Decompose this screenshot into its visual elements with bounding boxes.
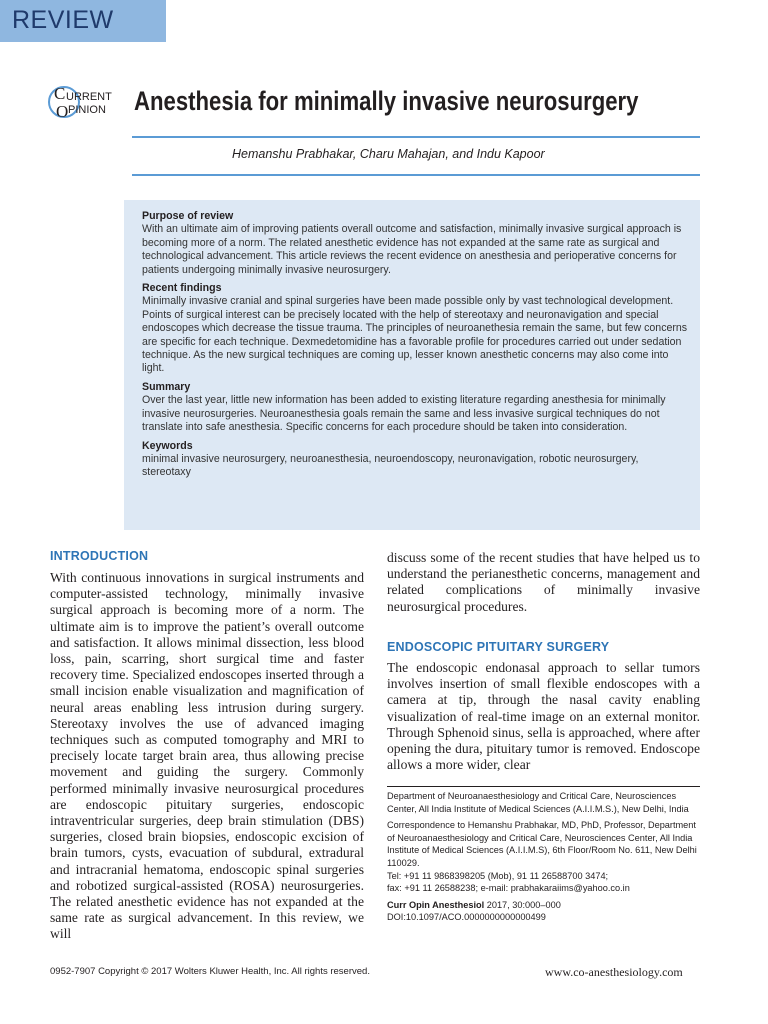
correspondence-text: Correspondence to Hemanshu Prabhakar, MD, PhD, Professor, Department of Neuroanaesthesiology and Critical Care, Neurosciences Center, All India Institute of Medical Sciences (A.I.I.M.S), 6th Floor/Room No. 611, New Delhi 110029. [387, 820, 697, 868]
journal-name: Curr Opin Anesthesiol [387, 899, 485, 910]
findings-heading: Recent findings [142, 282, 222, 295]
journal-volume: 2017, 30:000–000 [484, 899, 561, 910]
abstract-box [124, 200, 700, 530]
summary-text: Over the last year, little new information has been added to existing literature regarding anesthesia for minimally invasive neurosurgeries. Neuroanesthesia goals remain the same and less invasive surgical techniques do not translate into safe anesthesia. Specific concerns for each procedure should be taken into consideration. [142, 394, 666, 434]
title-rule-top [132, 136, 700, 138]
author-list: Hemanshu Prabhakar, Charu Mahajan, and Indu Kapoor [232, 147, 545, 161]
purpose-text: With an ultimate aim of improving patients overall outcome and satisfaction, minimally invasive surgical approach is becoming more of a norm. The related anesthetic evidence has not expanded at the same rate as surgical and technological advancement. This article reviews the recent evidence on anesthesia and perioperative concerns for patients undergoing minimally invasive neurosurgery. [142, 223, 682, 276]
summary-heading: Summary [142, 380, 191, 393]
logo-initial-c: C [54, 84, 66, 103]
title-rule-bottom [132, 174, 700, 176]
doi-text: DOI:10.1097/ACO.0000000000000499 [387, 912, 546, 923]
article-title: Anesthesia for minimally invasive neurosurgery [134, 86, 639, 116]
introduction-body [50, 570, 364, 943]
review-tab [0, 0, 166, 42]
current-opinion-logo-icon [48, 82, 120, 122]
logo-initial-o: O [56, 102, 69, 121]
introduction-heading: INTRODUCTION [50, 549, 149, 563]
endoscopic-pituitary-paragraph: The endoscopic endonasal approach to sellar tumors involves insertion of small flexible endoscopes with a camera at tip, through the nasal cavity enabling visualization of real-time image on an external monitor. Through Sphenoid sinus, sella is approached, where after opening the dura, pituitary tumor is removed. Endoscope allows a more wider, clear [387, 660, 700, 773]
affiliation-block [387, 790, 700, 928]
logo-word-current: URRENT [66, 91, 112, 103]
department-text: Department of Neuroanaesthesiology and Critical Care, Neurosciences Center, All India Institute of Medical Sciences (A.I.I.M.S.), New Delhi, India [387, 791, 689, 814]
affiliation-rule [387, 786, 700, 787]
endoscopic-pituitary-heading: ENDOSCOPIC PITUITARY SURGERY [387, 640, 610, 654]
endoscopic-pituitary-body [387, 660, 700, 773]
introduction-continued-paragraph: discuss some of the recent studies that have helped us to understand the perianesthetic concerns, management and related complications of minimally invasive neurosurgical procedures. [387, 550, 700, 614]
keywords-text: minimal invasive neurosurgery, neuroanesthesia, neuroendoscopy, neuronavigation, robotic neurosurgery, stereotaxy [142, 452, 639, 479]
journal-reference [387, 899, 700, 912]
current-opinion-logo [48, 82, 120, 122]
footer-url: www.co-anesthesiology.com [545, 965, 683, 979]
footer-copyright: 0952-7907 Copyright © 2017 Wolters Kluwer Health, Inc. All rights reserved. [50, 966, 370, 977]
keywords-heading: Keywords [142, 439, 193, 452]
introduction-paragraph: With continuous innovations in surgical instruments and computer-assisted technology, minimally invasive surgical approach is becoming more of a norm. The ultimate aim is to improve the patient’s overall outcome and satisfaction. It allows minimal dissection, less blood loss, pain, scarring, short surgical time and faster recovery time. Specialized endoscopes inserted through a small incision enable visualization and magnification of neural areas enabling less intrusion during surgery. Stereotaxy involves the use of advanced imaging techniques such as computed tomography and MRI to precisely locate target brain area, thus allowing precise movement and guiding the surgery. Commonly performed minimally invasive neurosurgical procedures are endoscopic pituitary surgeries, endoscopic intraventricular surgeries, deep brain stimulation (DBS) surgeries, closed brain biopsies, endoscopic excision of brain tumors, cysts, evacuation of subdural, extradural and intracranial hematoma, endoscopic spinal surgeries and robotized surgical-assisted (ROSA) neurosurgeries. The related anesthetic evidence has not expanded at the same rate as surgical advancement. In this review, we will [50, 570, 364, 942]
review-label: REVIEW [12, 6, 114, 34]
logo-word-opinion: PINION [68, 104, 106, 116]
purpose-heading: Purpose of review [142, 210, 234, 222]
findings-text: Minimally invasive cranial and spinal surgeries have been made possible only by vast technological development. Points of surgical interest can be precisely located with the help of stereotaxy and neuronavigation and special endoscopes which decrease the tissue trauma. The principles of neuroanethesia remain the same, but few concerns are specific for each technique. Dexmedetomidine has a favorable profile for procedures carried out under sedation technique. As the new surgical techniques are coming up, lesser known anesthetic concerns may also come into light. [142, 295, 688, 375]
telephone-text: Tel: +91 11 9868398205 (Mob), 91 11 26588700 3474; [387, 870, 609, 881]
fax-email-text: fax: +91 11 26588238; e-mail: prabhakaraiims@yahoo.co.in [387, 883, 630, 894]
introduction-continued [387, 550, 700, 615]
